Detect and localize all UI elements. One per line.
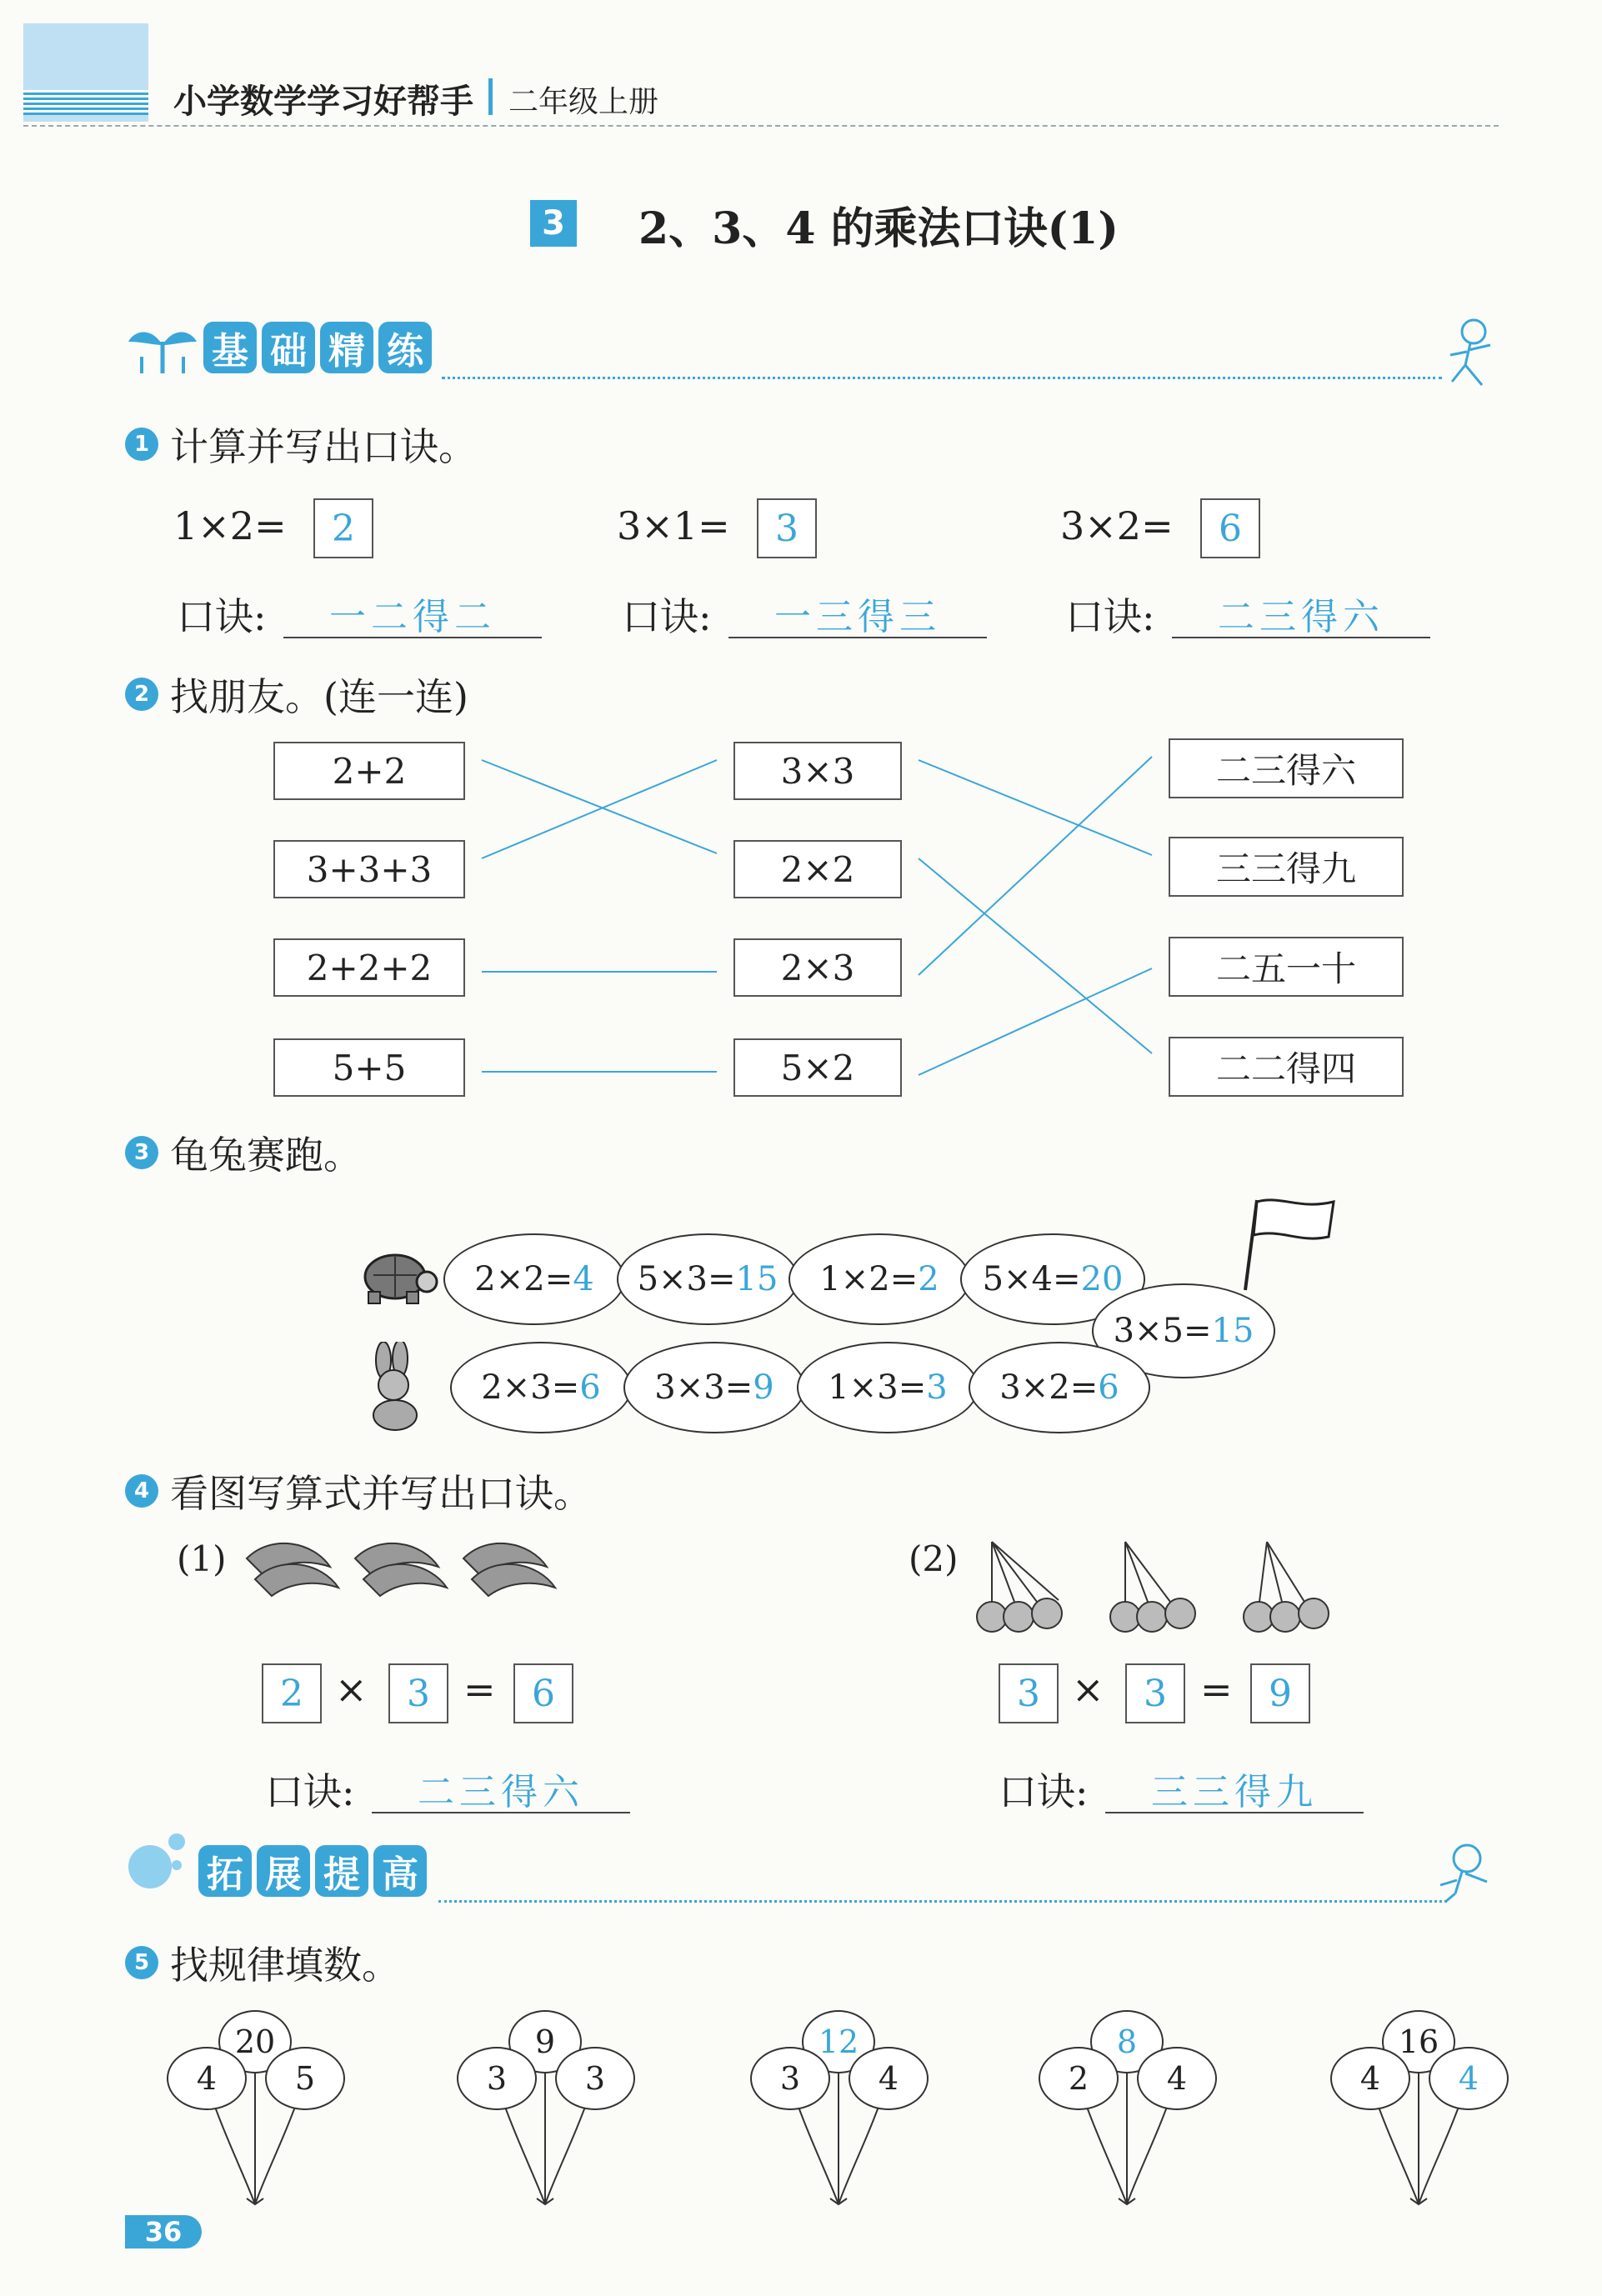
banner-char: 精 (320, 322, 373, 373)
q1-kj-answer-3[interactable]: 二三得六 (1218, 596, 1384, 638)
question-prompt: 看图写算式并写出口诀。 (170, 1471, 592, 1516)
rabbit-step-2[interactable] (623, 1342, 805, 1433)
q1-answer-box-1[interactable]: 2 (313, 498, 373, 558)
balloon-left: 3 (457, 2047, 537, 2110)
q2-left-box-4[interactable]: 5+5 (273, 1038, 465, 1097)
question-number: 5 (125, 1946, 158, 1979)
question-number: 3 (125, 1136, 158, 1169)
balloon-top-answer[interactable]: 8 (1090, 2010, 1164, 2073)
connector-line (919, 858, 1152, 1053)
q2-middle-box-3[interactable]: 2×3 (733, 938, 902, 997)
equals-sign: = (463, 1667, 496, 1712)
cherries-picture (967, 1533, 1367, 1645)
q1-kj-answer-1[interactable]: 一二得二 (329, 596, 496, 638)
q2-right-box-2[interactable]: 三三得九 (1169, 837, 1404, 897)
step-answer: 2 (918, 1260, 939, 1298)
step-answer: 6 (579, 1368, 601, 1407)
times-sign: × (335, 1667, 368, 1712)
question-prompt: 找规律填数。 (170, 1943, 400, 1988)
step-answer: 3 (926, 1368, 948, 1407)
banner-char: 基 (203, 322, 257, 373)
q1-expr-3: 3×2= (1060, 503, 1174, 548)
q4-part1-factor-a[interactable]: 2 (262, 1663, 322, 1723)
step-expr: 2×2= (474, 1260, 573, 1298)
q2-left-box-1[interactable]: 2+2 (273, 742, 465, 800)
connector-line (919, 760, 1152, 855)
section-banner-extend (198, 1845, 432, 1897)
kid-icon (1437, 1838, 1504, 1908)
balloon-right: 4 (1137, 2047, 1217, 2110)
section-rule (438, 1900, 1447, 1903)
balloon-right: 5 (265, 2047, 345, 2110)
q1-kj-label-3: 口诀: (1065, 594, 1155, 639)
step-expr: 1×2= (819, 1260, 919, 1298)
q2-left-box-2[interactable]: 3+3+3 (273, 840, 465, 898)
turtle-icon (357, 1242, 440, 1312)
balloon-top: 9 (508, 2010, 582, 2073)
q4-part2-kj-answer[interactable]: 三三得九 (1151, 1771, 1318, 1813)
q4-part2-factor-a[interactable]: 3 (999, 1663, 1059, 1723)
q4-part2-product[interactable]: 9 (1250, 1663, 1310, 1723)
balloon-right: 3 (555, 2047, 635, 2110)
q4-part2-label: (2) (909, 1538, 959, 1579)
question-prompt: 计算并写出口诀。 (170, 424, 477, 469)
equals-sign: = (1200, 1667, 1233, 1712)
balloon-top-answer[interactable]: 12 (802, 2010, 875, 2073)
step-answer: 6 (1098, 1368, 1119, 1407)
connector-line (919, 757, 1152, 975)
q1-expr-2: 3×1= (617, 503, 730, 548)
step-expr: 5×3= (637, 1260, 736, 1298)
step-expr: 1×3= (828, 1368, 927, 1407)
connector-line (919, 968, 1152, 1075)
turtle-step-3[interactable] (788, 1233, 970, 1325)
rabbit-step-1[interactable] (450, 1342, 632, 1433)
banner-char: 拓 (198, 1845, 252, 1897)
step-expr: 3×5= (1113, 1312, 1212, 1350)
q2-left-box-3[interactable]: 2+2+2 (273, 938, 465, 997)
q4-part1-product[interactable]: 6 (513, 1663, 573, 1723)
question-3 (125, 1125, 362, 1180)
q1-kj-answer-2[interactable]: 一三得三 (774, 596, 941, 638)
step-answer: 15 (735, 1260, 778, 1298)
step-answer: 20 (1080, 1260, 1124, 1298)
banner-char: 础 (262, 322, 315, 373)
question-number: 2 (125, 678, 158, 711)
step-expr: 2×3= (481, 1368, 580, 1407)
q2-middle-box-1[interactable]: 3×3 (733, 742, 902, 800)
lesson-number-badge: 3 (530, 200, 577, 247)
lesson-title: 2、3、4 的乘法口诀(1) (638, 203, 1119, 254)
q4-part2-kj-label: 口诀: (999, 1769, 1089, 1814)
book-title: 小学数学学习好帮手 (173, 83, 473, 121)
q4-part1-factor-b[interactable]: 3 (388, 1663, 448, 1723)
step-answer: 9 (753, 1368, 774, 1407)
q1-expr-1: 1×2= (173, 503, 287, 548)
step-expr: 3×2= (999, 1368, 1099, 1407)
rabbit-step-3[interactable] (797, 1342, 979, 1433)
balloon-right-answer[interactable]: 4 (1429, 2047, 1509, 2110)
balloon-left: 4 (167, 2047, 247, 2110)
q4-part1-kj-label: 口诀: (265, 1769, 355, 1814)
page-number: 36 (125, 2215, 202, 2248)
times-sign: × (1072, 1667, 1104, 1712)
answer-line (372, 1812, 630, 1813)
q1-kj-label-1: 口诀: (177, 594, 267, 639)
turtle-step-1[interactable] (443, 1233, 625, 1325)
step-answer: 15 (1211, 1312, 1254, 1350)
question-5 (125, 1935, 400, 1990)
question-prompt: 找朋友。(连一连) (170, 674, 468, 719)
q2-right-box-4[interactable]: 二二得四 (1169, 1037, 1404, 1097)
answer-line (1105, 1812, 1364, 1813)
q2-right-box-1[interactable]: 二三得六 (1169, 738, 1404, 798)
banner-char: 高 (373, 1845, 427, 1897)
q1-answer-box-2[interactable]: 3 (757, 498, 817, 558)
balloon-right: 4 (849, 2047, 929, 2110)
question-prompt: 龟兔赛跑。 (170, 1133, 362, 1178)
q2-right-box-3[interactable]: 二五一十 (1169, 937, 1404, 997)
q2-middle-box-4[interactable]: 5×2 (733, 1038, 902, 1097)
turtle-step-2[interactable] (617, 1233, 798, 1325)
balloon-top: 16 (1382, 2010, 1455, 2073)
finish-flag-icon (1240, 1192, 1349, 1295)
balloon-top: 20 (218, 2010, 292, 2073)
balloon-left: 3 (750, 2047, 830, 2110)
rabbit-step-4[interactable] (969, 1342, 1150, 1433)
question-number: 1 (125, 428, 158, 461)
dolphins-picture (238, 1525, 572, 1628)
q4-part1-kj-answer[interactable]: 二三得六 (418, 1771, 584, 1813)
q2-middle-box-2[interactable]: 2×2 (733, 840, 902, 898)
q1-kj-label-2: 口诀: (622, 594, 712, 639)
balloon-left: 2 (1039, 2047, 1119, 2110)
q1-answer-box-3[interactable]: 6 (1200, 498, 1260, 558)
balloon-left: 4 (1330, 2047, 1410, 2110)
grade-label: 二年级上册 (508, 85, 659, 119)
banner-char: 练 (378, 322, 432, 373)
question-number: 4 (125, 1474, 158, 1508)
step-expr: 3×3= (654, 1368, 753, 1407)
banner-char: 提 (315, 1845, 368, 1897)
rabbit-icon (360, 1342, 435, 1437)
q4-part1-label: (1) (177, 1538, 227, 1579)
banner-char: 展 (257, 1845, 310, 1897)
question-4 (125, 1463, 592, 1518)
step-expr: 5×4= (982, 1260, 1081, 1298)
q4-part2-factor-b[interactable]: 3 (1125, 1663, 1185, 1723)
step-answer: 4 (573, 1260, 594, 1298)
bubbles-icon (125, 1825, 192, 1895)
